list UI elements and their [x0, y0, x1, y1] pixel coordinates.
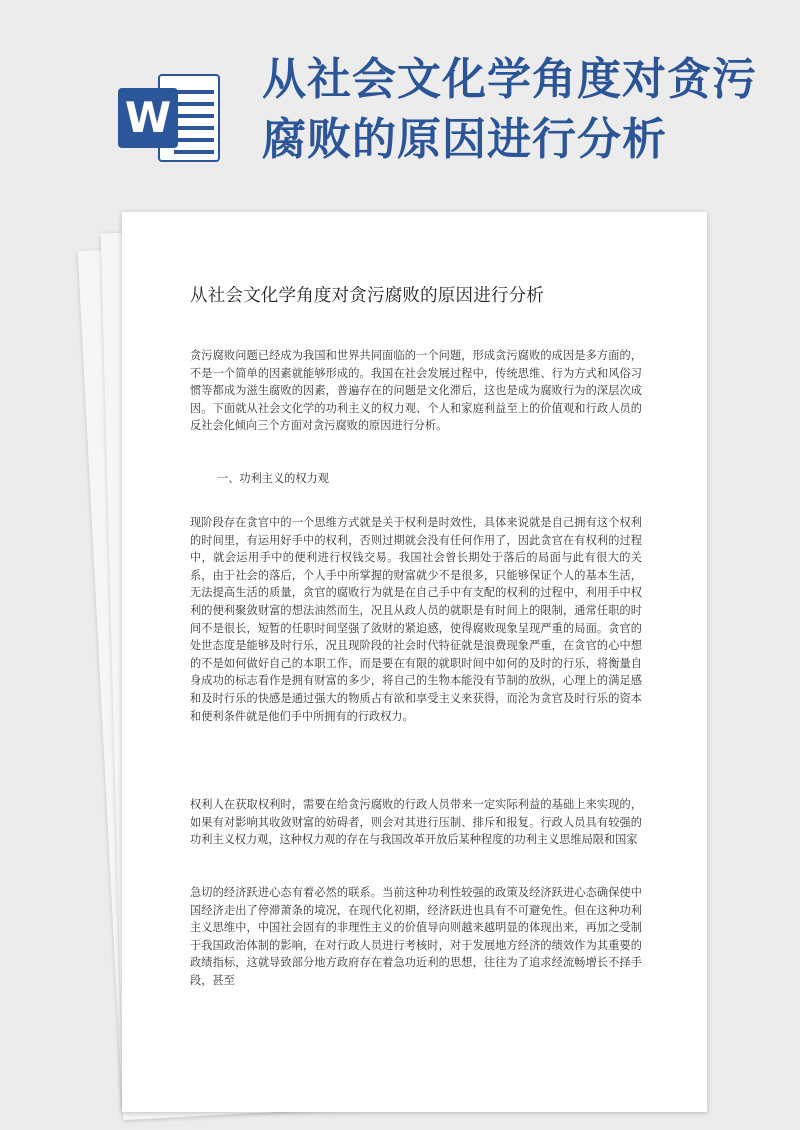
word-letter-badge: W [118, 88, 178, 148]
document-page [122, 212, 707, 1112]
paragraph-power-view: 现阶段存在贪官中的一个思维方式就是关于权利是时效性，具体来说就是自己拥有这个权利的时间里，有运用好手中的权利，否则过期就会没有任何作用了，因此贪官在有权利的过程中，就会运用手中的便利进行权钱交易。我国社会曾长期处于落后的局面与此有很大的关系，由于社会的落后，个人手中所掌握的财富就少不是很多，只能够保证个人的基本生活，无法提高生活的质量，贪官的腐败行为就是在自己手中有支配的权利的过程中，利用手中权利的便利聚敛财富的想法油然而生，况且从政人员的就职是有时间上的限制，通常任职的时间不是很长，短暂的任职时间坚强了敛财的紧迫感，使得腐败现象呈现严重的局面。贪官的处世态度是能够及时行乐，况且现阶段的社会时代特征就是浪费现象严重，在贪官的心中想的不是如何做好自己的本职工作，而是要在有限的就职时间中如何的及时的行乐，将衡量自身成功的标志看作是拥有财富的多少，将自己的生物本能没有节制的放纵，心理上的满足感和及时行乐的快感是通过强大的物质占有欲和享受主义来获得，而沦为贪官及时行乐的资本和便利条件就是他们手中所拥有的行政权力。 [190, 516, 642, 723]
section-heading: 一、功利主义的权力观 [217, 472, 329, 485]
word-doc-icon [118, 70, 224, 166]
paragraph-intro: 贪污腐败问题已经成为我国和世界共同面临的一个问题，形成贪污腐败的成因是多方面的，不是一个简单的因素就能够形成的。我国在社会发展过程中，传统思维、行为方式和风俗习惯等都成为滋生腐败的因素，普遍存在的问题是文化滞后，这也是成为腐败行为的深层次成因。下面就从社会文化学的功利主义的权力观、个人和家庭利益至上的价值观和行政人员的反社会化倾向三个方面对贪污腐败的原因进行分析。 [190, 349, 642, 433]
paragraph-economic-leap: 急切的经济跃进心态有着必然的联系。当前这种功利性较强的政策及经济跃进心态确保使中国经济走出了停滞萧条的境况，在现代化初期，经济跃进也具有不可避免性。但在这种功利主义思维中，中国社会固有的非理性主义的价值导向则越来越明显的体现出来，再加之受制于我国政治体制的影响，在对行政人员进行考核时，对于发展地方经济的绩效作为其重要的政绩指标，这就导致部分地方政府存在着急功近利的思想，往往为了追求经流畅增长不择手段，甚至 [190, 886, 642, 987]
banner-title: 从社会文化学角度对贪污腐败的原因进行分析 [262, 54, 757, 165]
header-banner [0, 0, 800, 200]
document-title: 从社会文化学角度对贪污腐败的原因进行分析 [190, 286, 544, 306]
paragraph-power-holder: 权利人在获取权利时，需要在给贪污腐败的行政人员带来一定实际利益的基础上来实现的，如果有对影响其收敛财富的妨碍者，则会对其进行压制、排斥和报复。行政人员具有较强的功利主义权力观，这种权力观的存在与我国改革开放后某种程度的功利主义思维局限和国家 [190, 798, 642, 847]
